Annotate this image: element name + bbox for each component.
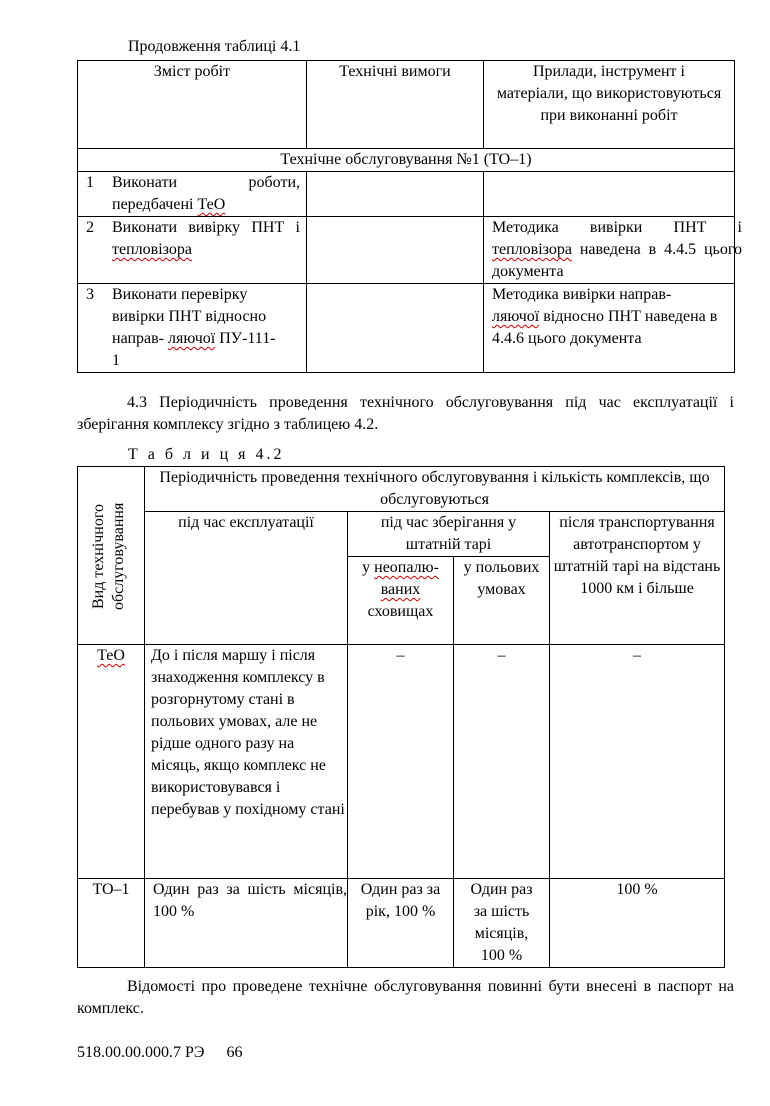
table-4-1-caption: Продовження таблиці 4.1 — [128, 38, 301, 55]
row-operation: Один раз за шість місяців, 100 % — [145, 879, 348, 968]
row-requirements — [307, 217, 484, 284]
table-4-2-caption: Т а б л и ц я 4.2 — [128, 446, 285, 463]
row-transport: 100 % — [550, 879, 725, 968]
header-work: Зміст робіт — [78, 61, 307, 149]
row-number: 2 — [86, 219, 94, 236]
page-number: 66 — [226, 1044, 243, 1061]
table-row: 3 Виконати перевірку вивірки ПНТ відносно направ- ляючої ПУ-111-1 — [78, 284, 307, 373]
header-storage-field: у польових умовах — [454, 557, 550, 645]
table-4-2 — [77, 466, 725, 968]
doc-code: 518.00.00.000.7 РЭ — [77, 1044, 205, 1061]
row-number: 3 — [86, 286, 94, 303]
header-storage: під час зберігання у штатній тарі — [348, 512, 550, 557]
table-row: ТеО — [78, 645, 145, 879]
header-operation: під час експлуатації — [145, 512, 348, 645]
section-to1: Технічне обслуговування №1 (ТО–1) — [78, 149, 735, 172]
header-transport: після транспортування автотранспортом у штатній тарі на відстань 1000 км і більше — [550, 512, 725, 645]
row-requirements — [307, 284, 484, 373]
header-storage-unheated: у неопалю-ваних сховищах — [348, 557, 454, 645]
table-4-1 — [77, 60, 742, 373]
row-tools — [484, 172, 735, 217]
table-row: 1 Виконати роботи, передбачені ТеО — [78, 172, 307, 217]
row-storage-unheated: Один раз за рік, 100 % — [348, 879, 454, 968]
row-transport: – — [550, 645, 725, 879]
table-row: 2 Виконати вивірку ПНТ і тепловізора — [78, 217, 307, 284]
row-requirements — [307, 172, 484, 217]
header-periodicity: Періодичність проведення технічного обслуговування і кількість комплексів, що обслуговуються — [145, 467, 725, 512]
row-tools: Методика вивірки направ- ляючої відносно ПНТ наведена в 4.4.6 цього документа — [484, 284, 735, 373]
header-requirements: Технічні вимоги — [307, 61, 484, 149]
row-storage-unheated: – — [348, 645, 454, 879]
row-header-type: Вид технічного обслуговування — [78, 467, 145, 645]
paragraph-final: Відомості про проведене технічне обслуговування повинні бути внесені в паспорт на комплекс. — [77, 978, 734, 1017]
row-number: 1 — [86, 174, 94, 191]
paragraph-4-3: 4.3 Періодичність проведення технічного обслуговування під час експлуатації і зберігання комплексу згідно з таблицею 4.2. — [77, 394, 734, 433]
row-operation: До і після маршу і після знаходження комплексу в розгорнутому стані в польових умовах, але не рідше одного разу на місяць, якщо комплекс не використовувався і перебував у похідному стані — [145, 645, 348, 879]
row-storage-field: Один раз за шість місяців, 100 % — [454, 879, 550, 968]
row-tools: Методика вивірки ПНТ і тепловізора наведена в 4.4.5 цього документа — [484, 217, 735, 284]
row-storage-field: – — [454, 645, 550, 879]
table-row: ТО–1 — [78, 879, 145, 968]
footer — [77, 1044, 242, 1062]
header-tools: Прилади, інструмент і матеріали, що використовуються при виконанні робіт — [484, 61, 735, 149]
